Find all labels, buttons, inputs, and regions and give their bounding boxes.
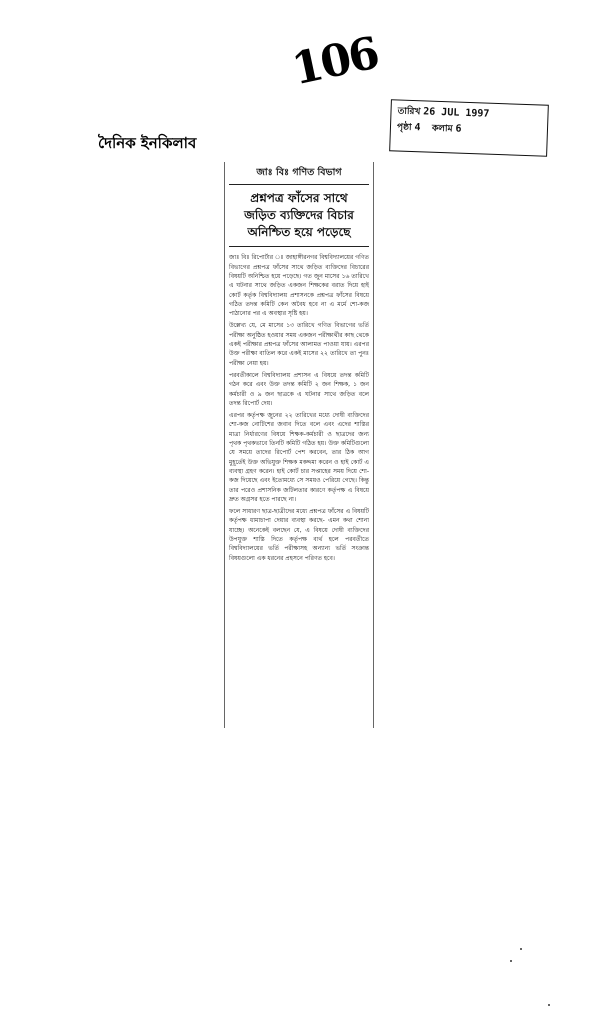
page-number: 106: [287, 27, 383, 96]
article-headline: [229, 185, 369, 247]
article-paragraph: পরবর্তীকালে বিশ্ববিদ্যালয় প্রশাসন এ বিষয়ে তদন্ত কমিটি গঠন করে এবং উক্ত তদন্ত কমিটি ২ জন শিক্ষক, ১ জন কর্মচারী ও ৯ জন ছাত্রকে এ ঘটনার সাথে জড়িত বলে তদন্ত রিপোর্ট দেয়।: [229, 371, 369, 407]
stamp-column-label: কলাম: [431, 123, 453, 135]
stamp-date-label: তারিখ: [397, 106, 421, 118]
news-clipping: [224, 162, 374, 728]
newspaper-name: দৈনিক ইনকিলাব: [98, 134, 197, 152]
scan-speck: [548, 1004, 550, 1006]
article-paragraph: জাঃ বিঃ রিপোর্টার ঃ জাহাঙ্গীরনগর বিশ্ববিদ্যালয়ের গণিত বিভাগের প্রশ্নপত্র ফাঁসের সাথে জড়িত ব্যক্তিদের বিচারের বিষয়টি অনিশ্চিত হয়ে পড়েছে। গত জুন মাসের ১৬ তারিখে এ ঘটনার সাথে জড়িত একজন শিক্ষকের বরাত দিয়ে হাই কোর্ট কর্তৃক বিশ্ববিদ্যালয় প্রশাসনকে প্রশ্নপত্র ফাঁসের বিষয়ে গঠিত তদন্ত কমিটি কেন অবৈধ হবে না এ মর্মে শো-কজ পাঠানোর পর এ অবস্থার সৃষ্টি হয়।: [229, 254, 369, 318]
scan-speck: [510, 960, 512, 962]
headline-line-3: অনিশ্চিত হয়ে পড়েছে: [247, 224, 351, 239]
article-paragraph: উল্লেখ্য যে, মে মাসের ১৩ তারিখে গণিত বিভাগের ভর্তি পরীক্ষা অনুষ্ঠিত হওয়ার সময় একজন পরীক্ষার্থীর কাছ থেকে একই পরীক্ষার প্রশ্নপত্র ফাঁসের আলামত পাওয়া যায়। এরপর উক্ত পরীক্ষা বাতিল করে একই মাসের ২২ তারিখে তা পুনঃ পরীক্ষা নেয়া হয়।: [229, 322, 369, 367]
article-department: জাঃ বিঃ গণিত বিভাগ: [229, 162, 369, 185]
headline-line-1: প্রশ্নপত্র ফাঁসের সাথে: [250, 191, 348, 205]
article-paragraph: ফলে সাধারণ ছাত্র-ছাত্রীদের মধ্যে প্রশ্নপত্র ফাঁসের এ বিষয়টি কর্তৃপক্ষ ধামাচাপা দেয়ার ব্যবস্থা করছে- এমন কথা শোনা যাচ্ছে। অনেকেই বলছেন যে, এ বিষয়ে দোষী ব্যক্তিদের উপযুক্ত শাস্তি দিতে কর্তৃপক্ষ ব্যর্থ হলে পরবর্তীতে বিশ্ববিদ্যালয়ের ভর্তি পরীক্ষাসহ অন্যান্য ভর্তি সংক্রান্ত বিষয়গুলো এক ধরনের প্রহসনে পরিণত হবে।: [229, 508, 369, 562]
date-stamp: [389, 99, 549, 156]
headline-line-2: জড়িত ব্যক্তিদের বিচার: [244, 207, 354, 222]
stamp-column-value: 6: [455, 123, 462, 135]
scan-speck: [520, 948, 522, 950]
article-paragraph: এরপর কর্তৃপক্ষ জুনের ২২ তারিখের মধ্যে দোষী ব্যক্তিদের শো-কজ নোটিশের জবাব দিতে বলে এবং এদের শাস্তির মাত্রা নির্ধারণের বিষয়ে শিক্ষক-কর্মচারী ও ছাত্রদের জন্য পৃথক পৃথকভাবে তিনটি কমিটি গঠিত হয়। উক্ত কমিটিগুলো যে সময়ে তাদের রিপোর্ট পেশ করবেন, তার ঠিক আগ মুহূর্তেই উক্ত অভিযুক্ত শিক্ষক মকদ্দমা করেন ও হাই কোর্ট এ ব্যবস্থা গ্রহণ করেন। হাই কোর্ট চার সপ্তাহের সময় দিয়ে শো-কজ দিয়েছে এবং ইতোমধ্যে সে সময়ও পেরিয়ে গেছে। কিন্তু তার পরেও প্রশাসনিক জটিলতার কারণে কর্তৃপক্ষ এ বিষয়ে দ্রুত অগ্রসর হতে পারছে না।: [229, 412, 369, 503]
article-body: [229, 247, 369, 563]
stamp-page-value: 4: [414, 122, 421, 134]
stamp-date-value: 26 JUL 1997: [423, 106, 490, 120]
stamp-page-label: পৃষ্ঠা: [396, 122, 412, 133]
